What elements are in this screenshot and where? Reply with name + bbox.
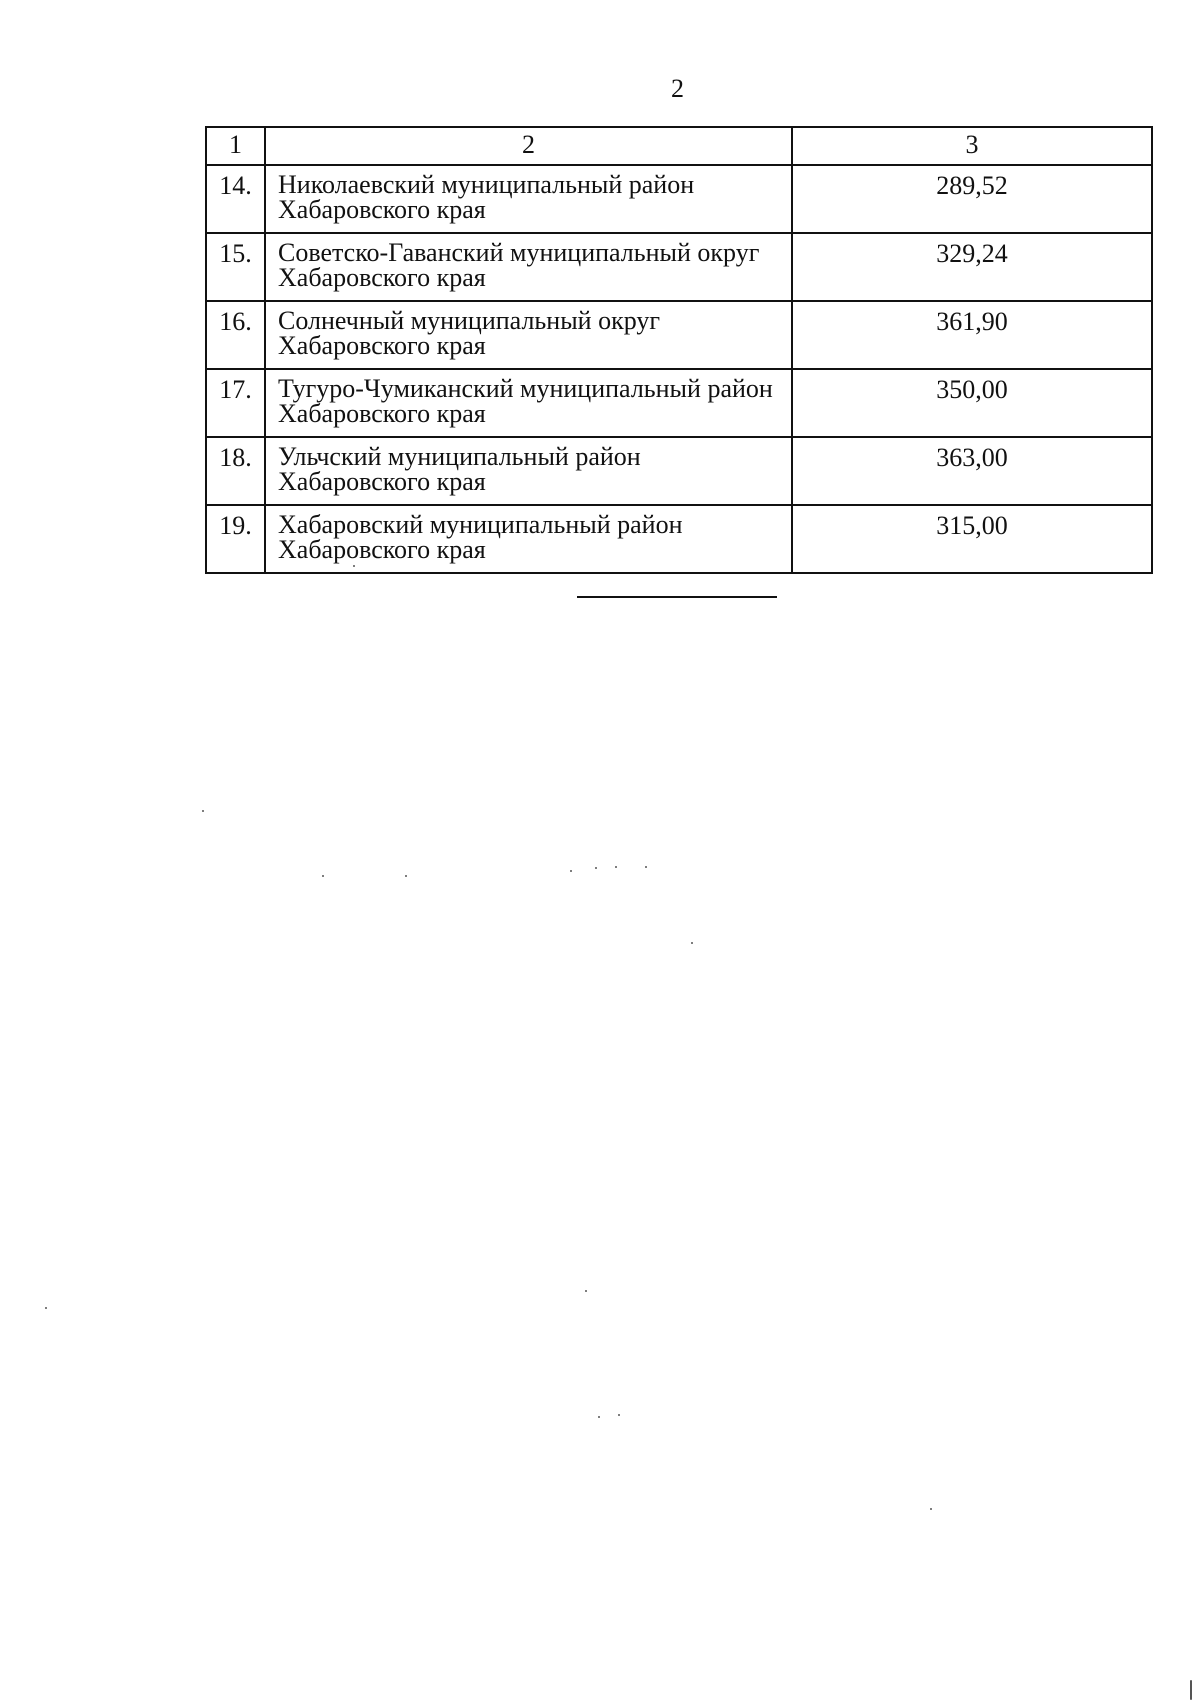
data-table: [205, 126, 1153, 574]
table-row: [206, 301, 1152, 369]
row-number: 17.: [206, 369, 265, 437]
scan-speck: [353, 565, 355, 567]
scan-speck: [202, 810, 204, 812]
municipality-name: Тугуро-Чумиканский муниципальный район Хабаровского края: [265, 369, 792, 437]
row-value: 315,00: [792, 505, 1152, 573]
table-row: [206, 233, 1152, 301]
scan-speck: [598, 1416, 600, 1418]
row-value: 329,24: [792, 233, 1152, 301]
municipality-name: Николаевский муниципальный район Хабаровского края: [265, 165, 792, 233]
table-row: [206, 369, 1152, 437]
row-value: 361,90: [792, 301, 1152, 369]
row-number: 19.: [206, 505, 265, 573]
municipality-name: Солнечный муниципальный округ Хабаровского края: [265, 301, 792, 369]
municipality-name: Советско-Гаванский муниципальный округ Хабаровского края: [265, 233, 792, 301]
scan-speck: [595, 867, 597, 869]
table-row: [206, 165, 1152, 233]
scan-speck: [930, 1508, 932, 1510]
end-of-document-rule: [577, 596, 777, 598]
row-number: 18.: [206, 437, 265, 505]
scan-speck: [322, 875, 324, 877]
page-number: 2: [671, 74, 684, 103]
row-number: 16.: [206, 301, 265, 369]
scan-speck: [570, 870, 572, 872]
row-value: 350,00: [792, 369, 1152, 437]
scan-speck: [645, 866, 647, 868]
scan-speck: [618, 1414, 620, 1416]
row-value: 289,52: [792, 165, 1152, 233]
row-number: 15.: [206, 233, 265, 301]
scan-speck: [691, 942, 693, 944]
column-header-number: 1: [206, 127, 265, 165]
column-header-name: 2: [265, 127, 792, 165]
table-header-row: [206, 127, 1152, 165]
municipality-name: Ульчский муниципальный район Хабаровского края: [265, 437, 792, 505]
scan-speck: [615, 866, 617, 868]
scan-speck: [45, 1307, 47, 1309]
scan-speck: [585, 1290, 587, 1292]
scan-speck: [405, 875, 407, 877]
table-row: [206, 505, 1152, 573]
row-number: 14.: [206, 165, 265, 233]
column-header-value: 3: [792, 127, 1152, 165]
row-value: 363,00: [792, 437, 1152, 505]
municipality-name: Хабаровский муниципальный район Хабаровского края: [265, 505, 792, 573]
table-row: [206, 437, 1152, 505]
scan-speck: [1190, 1680, 1192, 1700]
